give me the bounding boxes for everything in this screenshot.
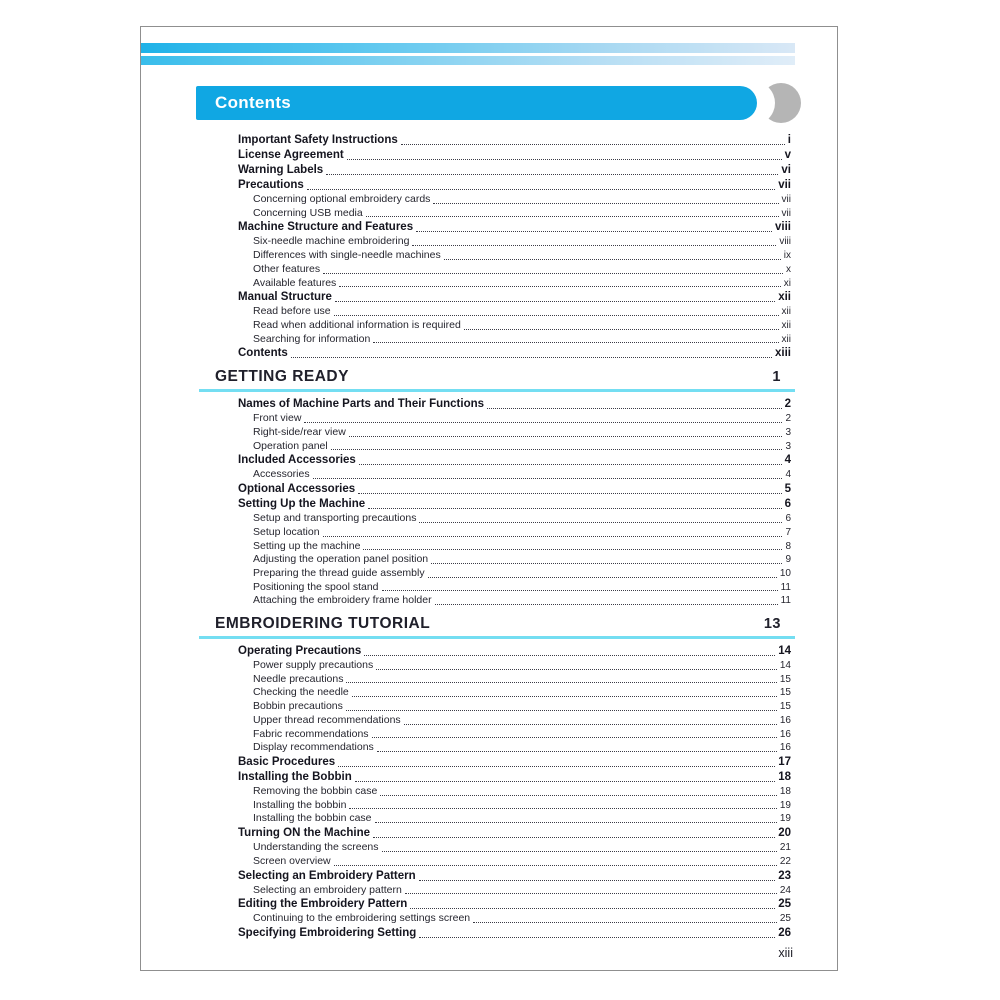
toc-leader (444, 246, 781, 260)
toc-leader (291, 343, 772, 358)
toc-entry-page: 22 (779, 855, 791, 867)
toc-entry-label: Right-side/rear view (253, 426, 346, 439)
toc-entry-page: 4 (784, 454, 791, 467)
toc-entry-label: Editing the Embroidery Pattern (238, 898, 408, 911)
toc-entry-label: Optional Accessories (238, 483, 356, 496)
toc-section-page: 13 (763, 616, 781, 633)
toc-entry-page: 3 (785, 427, 791, 439)
toc-leader (358, 479, 781, 494)
toc-leader (419, 509, 782, 523)
toc-entry (215, 594, 791, 608)
toc-entry-page: 2 (785, 413, 791, 425)
toc-entry-page: 15 (779, 673, 791, 685)
toc-leader (431, 550, 782, 564)
toc-section-title: GETTING READY (215, 368, 349, 386)
toc-entry-label: Precautions (238, 179, 304, 191)
toc-entry-label: Adjusting the operation panel position (253, 553, 429, 566)
toc-leader (359, 450, 782, 465)
toc-entry-label: Operating Precautions (238, 645, 362, 658)
toc-entry-label: Read before use (253, 305, 331, 318)
toc-leader (366, 204, 779, 218)
toc-entry-page: 11 (780, 595, 791, 607)
toc-entry-label: Important Safety Instructions (238, 134, 398, 146)
toc-leader (373, 330, 778, 344)
toc-entry-page: xii (778, 291, 791, 304)
contents-banner-pill (196, 86, 757, 120)
toc-entry-label: Setting up the machine (253, 539, 361, 552)
toc-leader (307, 175, 775, 190)
toc-entry-page: xii (781, 319, 791, 331)
toc-leader (349, 423, 783, 437)
toc-entry-page: 11 (780, 581, 791, 593)
toc-leader (349, 796, 776, 810)
toc-entry-page: 15 (779, 701, 791, 713)
toc-entry-label: Selecting an Embroidery Pattern (238, 869, 416, 882)
toc-entry-label: Concerning USB media (253, 206, 363, 219)
toc-entry-label: Fabric recommendations (253, 727, 369, 740)
toc-entry-page: xi (783, 277, 791, 289)
toc-entry-page: 20 (778, 827, 791, 840)
toc-section-header (215, 367, 791, 387)
toc-entry-label: Names of Machine Parts and Their Functions (238, 398, 485, 411)
toc-entry-page: 14 (778, 645, 791, 658)
toc-leader (428, 564, 777, 578)
toc-leader (304, 409, 782, 423)
toc-entry (215, 346, 791, 361)
toc-entry-label: Warning Labels (238, 164, 324, 176)
toc-entry-page: 18 (779, 785, 791, 797)
toc-entry-label: Accessories (253, 468, 310, 481)
page-title: Contents (215, 93, 292, 112)
toc-leader (363, 537, 782, 551)
toc-leader (376, 656, 777, 670)
toc-leader (382, 578, 778, 592)
toc-entry-label: Basic Procedures (238, 755, 336, 768)
toc-entry-label: Display recommendations (253, 741, 374, 754)
toc-leader (419, 866, 776, 881)
toc-entry-label: Differences with single-needle machines (253, 249, 441, 262)
toc-section-header (215, 614, 791, 634)
toc-entry-label: Operation panel (253, 439, 328, 452)
toc-leader (410, 894, 775, 909)
toc-leader (334, 302, 779, 316)
toc-leader (326, 160, 778, 175)
toc-leader (401, 130, 785, 145)
toc-entry-label: Concerning optional embroidery cards (253, 193, 431, 205)
section-divider (199, 389, 795, 392)
toc-leader (405, 881, 777, 895)
toc-entry-page: 2 (784, 398, 791, 411)
toc-entry-page: vi (781, 164, 791, 176)
decorative-gradient-bar (141, 43, 795, 65)
toc-entry-label: Power supply precautions (253, 659, 374, 672)
toc-entry-page: 9 (785, 554, 791, 566)
toc-entry-label: Specifying Embroidering Setting (238, 926, 417, 939)
manual-page (140, 26, 838, 971)
toc-leader (364, 641, 775, 656)
toc-entry-label: Attaching the embroidery frame holder (253, 594, 432, 607)
toc-leader (346, 670, 776, 684)
toc-leader (339, 274, 780, 288)
toc-entry-label: Positioning the spool stand (253, 580, 379, 593)
toc-entry-page: 15 (779, 687, 791, 699)
toc-entry-page: 16 (779, 714, 791, 726)
toc-leader (412, 232, 776, 246)
toc-entry-label: Manual Structure (238, 291, 332, 304)
toc-section-title: EMBROIDERING TUTORIAL (215, 615, 431, 633)
toc-entry-label: Needle precautions (253, 672, 344, 685)
toc-entry-page: 21 (779, 842, 791, 854)
toc-entry-label: Setup and transporting precautions (253, 512, 417, 525)
toc-leader (416, 217, 772, 232)
toc-entry-label: Turning ON the Machine (238, 827, 371, 840)
toc-leader (334, 852, 777, 866)
toc-leader (464, 316, 779, 330)
toc-leader (473, 909, 777, 923)
toc-entry-page: vii (781, 194, 791, 205)
toc-entry-page: v (784, 149, 791, 161)
toc-leader (347, 145, 782, 160)
toc-leader (433, 190, 778, 204)
toc-entry-label: Selecting an embroidery pattern (253, 883, 402, 896)
toc-leader (313, 465, 783, 479)
toc-entry-page: 25 (778, 898, 791, 911)
toc-leader (352, 683, 777, 697)
toc-entry-page: ix (783, 250, 791, 262)
toc-leader (372, 725, 777, 739)
toc-entry-page: 17 (778, 755, 791, 768)
toc-entry-label: Removing the bobbin case (253, 784, 378, 797)
toc-entry-page: 10 (779, 567, 791, 579)
toc-leader (377, 738, 777, 752)
toc-leader (404, 711, 777, 725)
toc-leader (487, 394, 782, 409)
contents-banner (196, 86, 791, 120)
toc-entry-label: Front view (253, 412, 302, 425)
toc-leader (323, 260, 783, 274)
toc-entry-label: Screen overview (253, 854, 331, 867)
table-of-contents (215, 133, 791, 941)
toc-entry-page: viii (775, 221, 791, 234)
toc-entry-page: 6 (784, 498, 791, 511)
toc-entry-page: 23 (778, 869, 791, 882)
toc-leader (338, 752, 775, 767)
toc-entry-label: Read when additional information is required (253, 318, 461, 331)
toc-entry-label: Bobbin precautions (253, 700, 343, 713)
toc-leader (435, 591, 778, 605)
toc-entry-label: Machine Structure and Features (238, 221, 414, 234)
toc-entry-page: 5 (784, 483, 791, 496)
toc-leader (375, 809, 777, 823)
toc-leader (346, 697, 777, 711)
toc-leader (331, 437, 783, 451)
toc-leader (368, 494, 781, 509)
toc-entry-page: 16 (779, 742, 791, 754)
toc-entry-page: 6 (785, 513, 791, 525)
toc-leader (382, 838, 777, 852)
toc-entry-page: 7 (785, 526, 791, 538)
toc-entry-page: 25 (779, 913, 791, 925)
toc-entry-page: xiii (775, 347, 791, 360)
toc-entry-label: Contents (238, 347, 288, 360)
toc-entry-page: 8 (785, 540, 791, 552)
toc-entry-label: Installing the Bobbin (238, 770, 352, 783)
toc-entry-label: Included Accessories (238, 454, 356, 467)
footer-page-number: xiii (778, 946, 793, 960)
toc-entry-page: xii (781, 306, 791, 318)
toc-entry-label: Setting Up the Machine (238, 498, 366, 511)
toc-entry-label: Installing the bobbin case (253, 812, 372, 825)
toc-leader (355, 767, 775, 782)
toc-entry-label: Understanding the screens (253, 841, 379, 854)
toc-entry-label: Setup location (253, 525, 320, 538)
toc-entry-page: 16 (779, 728, 791, 740)
toc-entry-page: vii (778, 179, 791, 191)
toc-entry-page: i (787, 134, 791, 146)
toc-entry-page: 19 (779, 813, 791, 825)
gradient-band-bottom (141, 56, 795, 65)
toc-entry-page: xii (781, 333, 791, 345)
toc-entry-page: 24 (779, 884, 791, 896)
toc-leader (380, 782, 777, 796)
toc-entry-label: Six-needle machine embroidering (253, 235, 410, 248)
toc-leader (323, 523, 783, 537)
toc-entry-label: Other features (253, 262, 321, 275)
toc-entry-label: Continuing to the embroidering settings screen (253, 912, 471, 925)
toc-leader (419, 923, 775, 938)
toc-entry-label: Preparing the thread guide assembly (253, 566, 425, 579)
toc-entry-page: 3 (785, 440, 791, 452)
toc-entry-label: Searching for information (253, 332, 371, 345)
toc-entry-label: Upper thread recommendations (253, 713, 401, 726)
toc-entry-page: 19 (779, 799, 791, 811)
toc-entry-label: License Agreement (238, 149, 344, 161)
toc-entry-page: 18 (778, 770, 791, 783)
toc-entry-page: 26 (778, 926, 791, 939)
toc-entry-label: Installing the bobbin (253, 798, 347, 811)
toc-entry-page: x (786, 263, 791, 275)
gradient-band-top (141, 43, 795, 53)
toc-entry-label: Checking the needle (253, 686, 349, 699)
toc-entry-page: viii (779, 236, 791, 248)
toc-entry-page: 4 (785, 469, 791, 481)
toc-entry (215, 926, 791, 941)
toc-entry-page: 14 (779, 660, 791, 672)
toc-leader (373, 823, 775, 838)
section-divider (199, 636, 795, 639)
toc-section-page: 1 (772, 369, 781, 386)
toc-entry-label: Available features (253, 276, 337, 289)
toc-leader (335, 287, 775, 302)
toc-entry-page: vii (781, 207, 791, 219)
